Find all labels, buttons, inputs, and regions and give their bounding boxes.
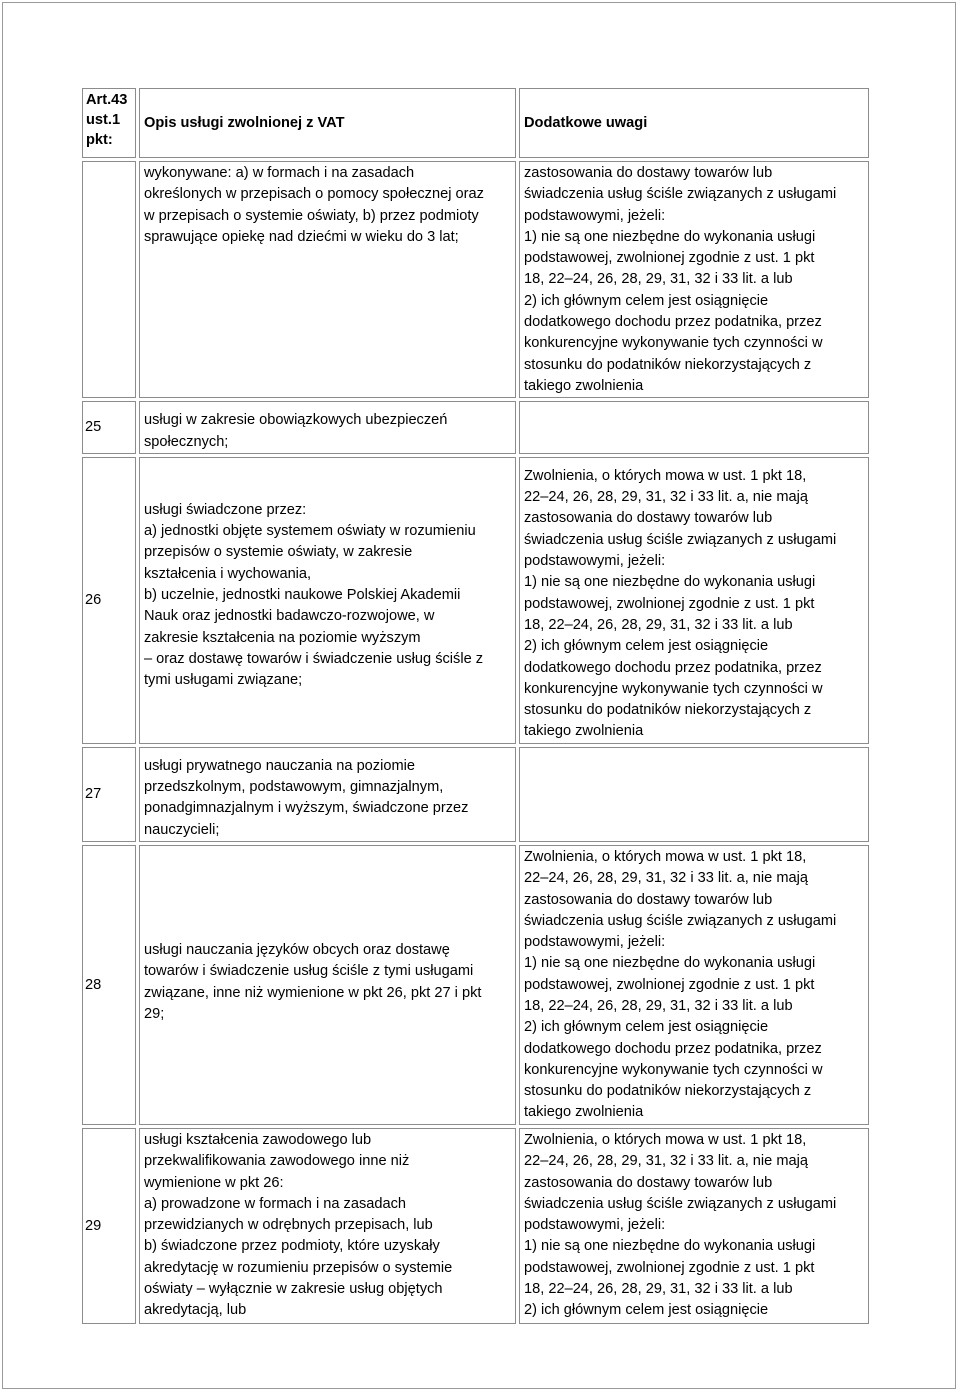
row-notes: Zwolnienia, o których mowa w ust. 1 pkt 18, 22–24, 26, 28, 29, 31, 32 i 33 lit. a, nie mają zastosowania do dostawy towarów lub świadczenia usług ściśle związanych z usługami podstawowymi, jeżeli: 1) nie są one niezbędne do wykonania usługi podstawowej, zwolnionej zgodnie z ust. 1 pkt 18, 22–24, 26, 28, 29, 31, 32 i 33 lit. a lub 2) ich głównym celem jest osiągnięcie bbox=[519, 1128, 869, 1324]
table-header-row bbox=[82, 88, 869, 158]
vat-exemption-table bbox=[79, 85, 872, 1327]
row-number: 29 bbox=[82, 1128, 136, 1324]
table-row bbox=[82, 401, 869, 454]
header-notes: Dodatkowe uwagi bbox=[519, 88, 869, 158]
row-description: usługi w zakresie obowiązkowych ubezpieczeń społecznych; bbox=[139, 401, 516, 454]
header-article-number: Art.43 ust.1 pkt: bbox=[82, 88, 136, 158]
row-description: usługi świadczone przez: a) jednostki objęte systemem oświaty w rozumieniu przepisów o systemie oświaty, w zakresie kształcenia i wychowania, b) uczelnie, jednostki naukowe Polskiej Akademii Nauk oraz jednostki badawczo-rozwojowe, w zakresie kształcenia na poziomie wyższym – oraz dostawę towarów i świadczenie usług ściśle z tymi usługami związane; bbox=[139, 457, 516, 744]
row-notes: Zwolnienia, o których mowa w ust. 1 pkt 18, 22–24, 26, 28, 29, 31, 32 i 33 lit. a, nie mają zastosowania do dostawy towarów lub świadczenia usług ściśle związanych z usługami podstawowymi, jeżeli: 1) nie są one niezbędne do wykonania usługi podstawowej, zwolnionej zgodnie z ust. 1 pkt 18, 22–24, 26, 28, 29, 31, 32 i 33 lit. a lub 2) ich głównym celem jest osiągnięcie dodatkowego dochodu przez podatnika, przez konkurencyjne wykonywanie tych czynności w stosunku do podatników niekorzystających z takiego zwolnienia bbox=[519, 457, 869, 744]
row-number: 27 bbox=[82, 747, 136, 842]
row-notes bbox=[519, 747, 869, 842]
row-description: usługi kształcenia zawodowego lub przekwalifikowania zawodowego inne niż wymienione w pkt 26: a) prowadzone w formach i na zasadach przewidzianych w odrębnych przepisach, lub b) świadczone przez podmioty, które uzyskały akredytację w rozumieniu przepisów o systemie oświaty – wyłącznie w zakresie usług objętych akredytacją, lub bbox=[139, 1128, 516, 1324]
row-notes: Zwolnienia, o których mowa w ust. 1 pkt 18, 22–24, 26, 28, 29, 31, 32 i 33 lit. a, nie mają zastosowania do dostawy towarów lub świadczenia usług ściśle związanych z usługami podstawowymi, jeżeli: 1) nie są one niezbędne do wykonania usługi podstawowej, zwolnionej zgodnie z ust. 1 pkt 18, 22–24, 26, 28, 29, 31, 32 i 33 lit. a lub 2) ich głównym celem jest osiągnięcie dodatkowego dochodu przez podatnika, przez konkurencyjne wykonywanie tych czynności w stosunku do podatników niekorzystających z takiego zwolnienia bbox=[519, 845, 869, 1125]
table-row bbox=[82, 457, 869, 744]
row-notes: zastosowania do dostawy towarów lub świadczenia usług ściśle związanych z usługami podstawowymi, jeżeli: 1) nie są one niezbędne do wykonania usługi podstawowej, zwolnionej zgodnie z ust. 1 pkt 18, 22–24, 26, 28, 29, 31, 32 i 33 lit. a lub 2) ich głównym celem jest osiągnięcie dodatkowego dochodu przez podatnika, przez konkurencyjne wykonywanie tych czynności w stosunku do podatników niekorzystających z takiego zwolnienia bbox=[519, 161, 869, 398]
row-description: usługi nauczania języków obcych oraz dostawę towarów i świadczenie usług ściśle z tymi usługami związane, inne niż wymienione w pkt 26, pkt 27 i pkt 29; bbox=[139, 845, 516, 1125]
table-row bbox=[82, 747, 869, 842]
header-description: Opis usługi zwolnionej z VAT bbox=[139, 88, 516, 158]
row-description: wykonywane: a) w formach i na zasadach określonych w przepisach o pomocy społecznej oraz w przepisach o systemie oświaty, b) przez podmioty sprawujące opiekę nad dziećmi w wieku do 3 lat; bbox=[139, 161, 516, 398]
row-number: 26 bbox=[82, 457, 136, 744]
row-number: 25 bbox=[82, 401, 136, 454]
row-description: usługi prywatnego nauczania na poziomie przedszkolnym, podstawowym, gimnazjalnym, ponadgimnazjalnym i wyższym, świadczone przez nauczycieli; bbox=[139, 747, 516, 842]
row-number bbox=[82, 161, 136, 398]
row-notes bbox=[519, 401, 869, 454]
table-row bbox=[82, 845, 869, 1125]
table-row bbox=[82, 161, 869, 398]
row-number: 28 bbox=[82, 845, 136, 1125]
table-row bbox=[82, 1128, 869, 1324]
